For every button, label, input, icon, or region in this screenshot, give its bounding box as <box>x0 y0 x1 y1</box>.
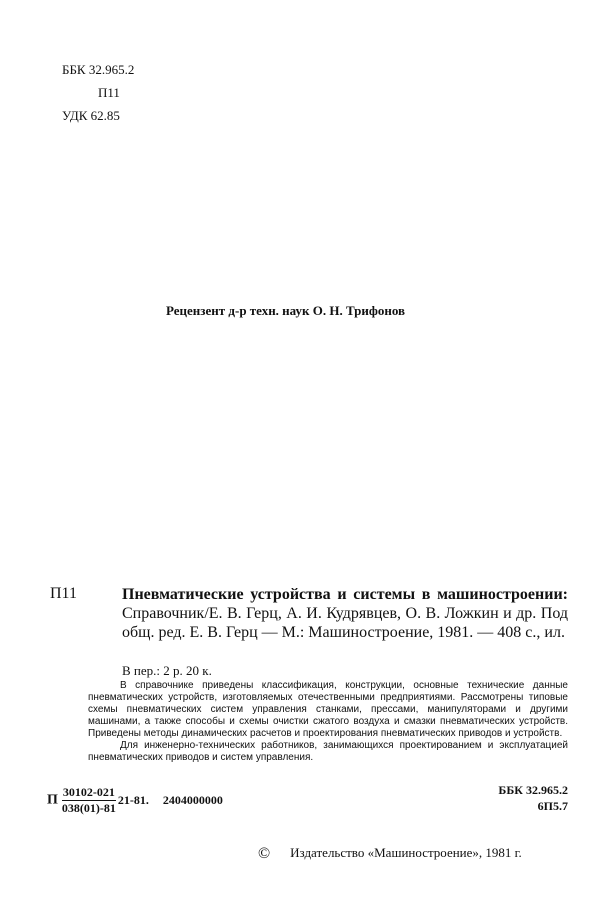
bbk-code: ББК 32.965.2 <box>62 62 135 77</box>
abstract-paragraph: В справочнике приведены классификация, конструкции, основные технические данные пневматических устройств, изготовляемых отечественными предприятиями. Рассмотрены типовые схемы пневматических систем управления станками, прессами, манипуляторами и другими машинами, а также способы и схемы очистки сжатого воздуха и смазки пневматических устройств. Приведены методы динамических расчетов и проектирования пневматических приводов и устройств. <box>88 680 568 739</box>
bbk-code-bottom: ББК 32.965.2 <box>498 783 568 797</box>
reviewer-line: Рецензент д-р техн. наук О. Н. Трифонов <box>166 303 406 318</box>
index-fraction <box>62 785 116 816</box>
class-code: 6П5.7 <box>537 799 568 813</box>
catalog-code: П11 <box>50 585 77 602</box>
abstract-paragraph: Для инженерно-технических работников, занимающихся проектированием и эксплуатацией пневматических приводов и систем управления. <box>88 740 568 763</box>
index-number: 2404000000 <box>162 793 223 807</box>
fraction-numerator: 30102-021 <box>62 785 115 799</box>
price: В пер.: 2 р. 20 к. <box>122 663 212 678</box>
book-details: Справочник/Е. В. Герц, А. И. Кудрявцев, О. В. Ложкин и др. Под общ. ред. Е. В. Герц — М.: Машиностроение, 1981. — 408 с., ил. <box>122 605 568 641</box>
copyright-line <box>258 845 522 863</box>
index-code <box>47 785 223 816</box>
classification-block <box>498 782 568 814</box>
index-tail: 21-81. <box>117 793 149 807</box>
copyright-icon: © <box>258 845 271 863</box>
udk-code: УДК 62.85 <box>62 108 120 123</box>
abstract <box>88 680 568 764</box>
fraction-denominator: 038(01)-81 <box>61 801 116 815</box>
book-title: Пневматические устройства и системы в машиностроении: <box>122 586 568 603</box>
catalog-codes-block <box>62 58 134 127</box>
copyright-text: Издательство «Машиностроение», 1981 г. <box>290 845 522 860</box>
index-letter: П <box>47 792 58 808</box>
bibliographic-entry <box>122 585 568 642</box>
cat-code: П11 <box>98 85 120 100</box>
